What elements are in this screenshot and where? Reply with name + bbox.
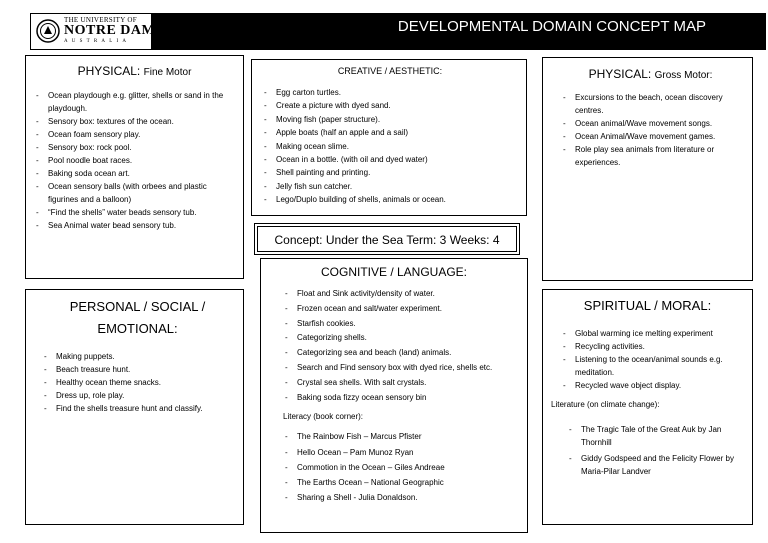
- list-item: - Recycling activities.: [557, 340, 746, 353]
- list-item: - Beach treasure hunt.: [38, 363, 237, 376]
- list-item: - Search and Find sensory box with dyed rice, shells etc.: [279, 361, 523, 376]
- list-item: - Ocean Animal/Wave movement games.: [557, 130, 744, 143]
- list-item: - Ocean in a bottle. (with oil and dyed water): [258, 153, 522, 166]
- list-item: - Crystal sea shells. With salt crystals.: [279, 376, 523, 391]
- physical-fine-subtitle: Fine Motor: [143, 67, 192, 78]
- list-item: - Commotion in the Ocean – Giles Andreae: [279, 460, 523, 475]
- list-item: - Global warming ice melting experiment: [557, 327, 746, 340]
- physical-fine-motor-box: [25, 55, 244, 279]
- cognitive-heading: COGNITIVE / LANGUAGE:: [320, 265, 468, 279]
- list-item: - Hello Ocean – Pam Munoz Ryan: [279, 445, 523, 460]
- list-item: - Sensory box: rock pool.: [30, 141, 239, 154]
- list-item: - The Rainbow Fish – Marcus Pfister: [279, 429, 523, 444]
- list-item: - Recycled wave object display.: [557, 379, 746, 392]
- list-item: - Lego/Duplo building of shells, animals or ocean.: [258, 193, 522, 206]
- physical-gross-subtitle: Gross Motor:: [654, 70, 713, 81]
- list-item: - Moving fish (paper structure).: [258, 113, 522, 126]
- logo-line3: AUSTRALIA: [64, 39, 131, 44]
- list-item: - The Tragic Tale of the Great Auk by Jan Thornhill: [563, 423, 746, 449]
- literature-list: [549, 423, 746, 478]
- spiritual-moral-box: [542, 289, 753, 525]
- list-item: - Frozen ocean and salt/water experiment.: [279, 302, 523, 317]
- header-bar: [30, 13, 766, 50]
- list-item: - Ocean animal/Wave movement songs.: [557, 117, 744, 130]
- spiritual-list: [549, 327, 746, 392]
- list-item: - Create a picture with dyed sand.: [258, 99, 522, 112]
- logo-line2: NOTRE DAME: [64, 23, 166, 38]
- list-item: - Find the shells treasure hunt and classify.: [38, 402, 237, 415]
- literature-label: Literature (on climate change):: [551, 400, 660, 409]
- creative-aesthetic-box: [251, 59, 527, 216]
- physical-gross-title: PHYSICAL:: [588, 67, 652, 81]
- physical-fine-list: [30, 89, 239, 232]
- page-title: DEVELOPMENTAL DOMAIN CONCEPT MAP: [397, 18, 706, 35]
- list-item: - Pool noodle boat races.: [30, 154, 239, 167]
- list-item: - Sea Animal water bead sensory tub.: [30, 219, 239, 232]
- list-item: - Ocean foam sensory play.: [30, 128, 239, 141]
- university-logo: [30, 13, 166, 50]
- list-item: - Baking soda ocean art.: [30, 167, 239, 180]
- list-item: - Jelly fish sun catcher.: [258, 180, 522, 193]
- list-item: - Shell painting and printing.: [258, 166, 522, 179]
- list-item: - Float and Sink activity/density of water.: [279, 287, 523, 302]
- spiritual-heading: SPIRITUAL / MORAL:: [583, 298, 712, 313]
- list-item: - Sensory box: textures of the ocean.: [30, 115, 239, 128]
- literacy-label: Literacy (book corner):: [283, 412, 364, 422]
- list-item: - Baking soda fizzy ocean sensory bin: [279, 391, 523, 406]
- literacy-list: [279, 429, 523, 505]
- cognitive-language-box: [260, 258, 528, 533]
- personal-heading-line2: EMOTIONAL:: [97, 321, 178, 336]
- logo-line1: THE UNIVERSITY OF: [64, 16, 137, 24]
- physical-fine-heading: [30, 64, 239, 78]
- physical-gross-motor-box: [542, 57, 753, 281]
- list-item: - Ocean sensory balls (with orbees and plastic figurines and a balloon): [30, 180, 239, 206]
- personal-social-emotional-box: [25, 289, 244, 525]
- list-item: - Making ocean slime.: [258, 140, 522, 153]
- list-item: - Egg carton turtles.: [258, 86, 522, 99]
- personal-list: [38, 350, 237, 415]
- list-item: - Giddy Godspeed and the Felicity Flower by Maria-Pilar Landver: [563, 452, 746, 478]
- list-item: - Dress up, role play.: [38, 389, 237, 402]
- list-item: - Categorizing sea and beach (land) animals.: [279, 346, 523, 361]
- list-item: - Categorizing shells.: [279, 331, 523, 346]
- list-item: - Making puppets.: [38, 350, 237, 363]
- cognitive-list: [279, 287, 523, 405]
- physical-gross-list: [557, 91, 744, 169]
- concept-text: Concept: Under the Sea Term: 3 Weeks: 4: [257, 226, 517, 252]
- creative-heading: CREATIVE / AESTHETIC:: [337, 66, 443, 76]
- university-seal-icon: [36, 19, 60, 43]
- list-item: - Excursions to the beach, ocean discovery centres.: [557, 91, 744, 117]
- list-item: - “Find the shells” water beads sensory tub.: [30, 206, 239, 219]
- list-item: - Ocean playdough e.g. glitter, shells or sand in the playdough.: [30, 89, 239, 115]
- list-item: - Starfish cookies.: [279, 317, 523, 332]
- personal-heading-line1: PERSONAL / SOCIAL /: [69, 299, 206, 314]
- creative-list: [258, 86, 522, 207]
- list-item: - Sharing a Shell - Julia Donaldson.: [279, 490, 523, 505]
- list-item: - Listening to the ocean/animal sounds e.g. meditation.: [557, 353, 746, 379]
- concept-box: [254, 223, 520, 255]
- list-item: - The Earths Ocean – National Geographic: [279, 475, 523, 490]
- list-item: - Healthy ocean theme snacks.: [38, 376, 237, 389]
- list-item: - Apple boats (half an apple and a sail): [258, 126, 522, 139]
- list-item: - Role play sea animals from literature or experiences.: [557, 143, 744, 169]
- physical-gross-heading: [557, 67, 744, 81]
- physical-fine-title: PHYSICAL:: [77, 64, 141, 78]
